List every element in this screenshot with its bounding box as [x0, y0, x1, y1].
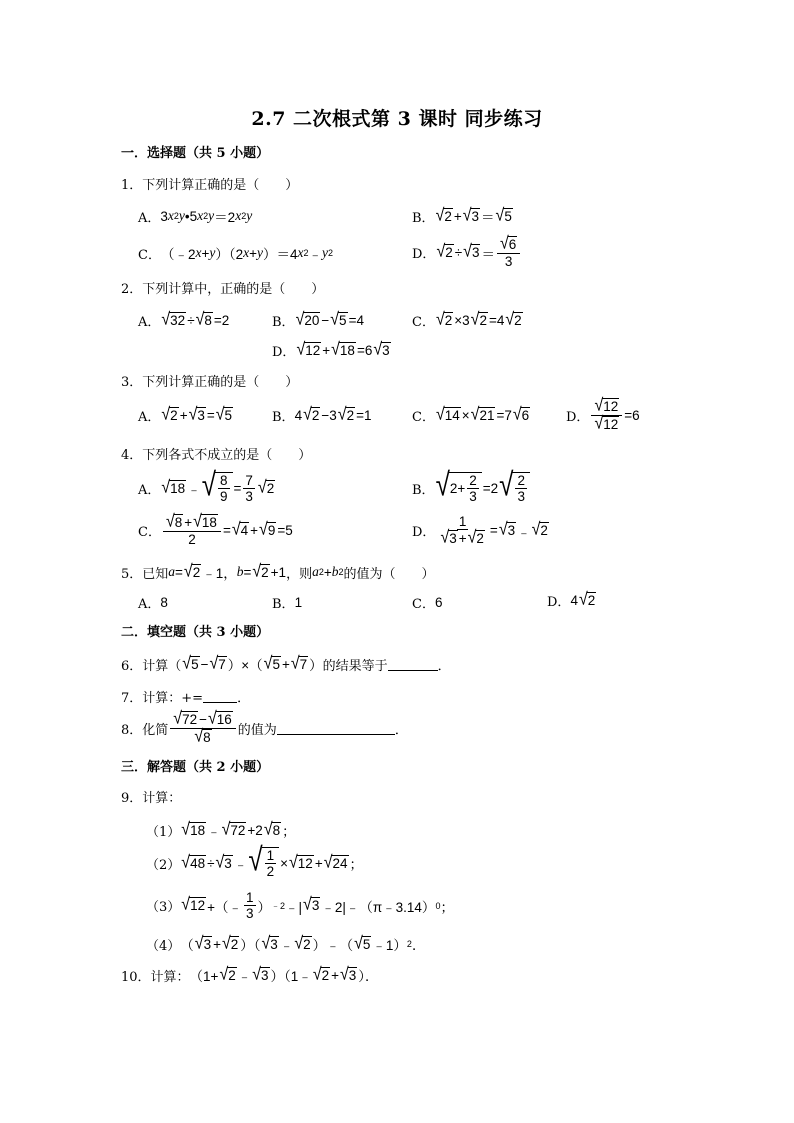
option-label: B．: [272, 315, 295, 330]
question-7: 7．计算：+= ．: [121, 691, 251, 706]
option-label: A．: [138, 315, 161, 330]
q2-option-b: B． √ 20 − √ 5 =4: [272, 310, 364, 330]
option-label: D．: [412, 247, 436, 262]
q5-option-b: B． 1: [272, 595, 303, 612]
option-label: D．: [566, 410, 590, 425]
q5-option-c: C． 6: [412, 595, 443, 612]
question-6: 6．计算（ √ 5 − √ 7 ）×（ √ 5 + √ 7 ） 的结果等于 ．: [121, 653, 451, 674]
answer-blank[interactable]: [277, 722, 395, 735]
question-9-stem: 9．计算：: [121, 791, 182, 806]
option-label: C．: [412, 315, 435, 330]
answer-blank[interactable]: [388, 658, 438, 671]
q9-part-4: （4） （ √ 3 + √ 2 ）（ √ 3 ﹣ √ 2 ）﹣（ √ 5 ﹣1） 2 ．: [146, 933, 426, 954]
page-title: 2.7 二次根式第 3 课时 同步练习: [251, 108, 543, 130]
question-3-stem: 3．下列计算正确的是（ ）: [121, 375, 299, 390]
question-5-stem: 5．已知 a = √ 2 ﹣1， b = √ 2 +1 ，则 a 2 + b 2 的值为（ ）: [121, 561, 435, 582]
question-4-stem: 4．下列各式不成立的是（ ）: [121, 448, 312, 463]
q2-option-a: A． √ 32 ÷ √ 8 =2: [138, 310, 230, 330]
section-heading-choice: 一．选择题（共 5 小题）: [121, 146, 270, 161]
q4-option-b: B． √ 2+ $\frac{2}{3}$ =2 √ $\frac{2}{3}$: [412, 472, 531, 504]
q1-option-d: D． √ 2 ÷ √ 3 ＝ √ 6 3: [412, 236, 522, 269]
option-label: B．: [272, 410, 295, 425]
option-label: D．: [412, 525, 436, 540]
question-10: 10．计算： （1+ √ 2 ﹣ √ 3 ）（1﹣ √ 2 + √ 3 ）．: [121, 964, 379, 985]
q3-option-b: B． 4 √ 2 −3 √ 2 =1: [272, 405, 372, 425]
option-label: C．: [138, 525, 161, 540]
option-label: B．: [412, 482, 435, 498]
q2-option-c: C． √ 2 ×3 √ 2 =4 √ 2: [412, 310, 522, 330]
q9-part-2: （2） √ 48 ÷ √ 3 ﹣ √ $\frac{1}{2}$ × √ 12 + √ 24 ；: [146, 840, 364, 879]
option-label: A．: [138, 210, 161, 226]
section-heading-fill: 二．填空题（共 3 小题）: [121, 625, 270, 640]
option-label: C．: [138, 247, 161, 263]
q2-option-d: D． √ 12 + √ 18 =6 √ 3: [272, 340, 390, 360]
q5-option-a: A． 8: [138, 595, 168, 612]
option-label: D．: [272, 345, 296, 360]
question-2-stem: 2．下列计算中，正确的是（ ）: [121, 282, 325, 297]
option-label: A．: [138, 482, 161, 498]
q5-option-d: D． 4 √ 2: [547, 590, 596, 610]
option-label: B．: [412, 210, 435, 226]
q9-part-3: （3） √ 12 +（﹣ $\frac{1}{3}$ ） ﹣2 ﹣| √ 3 ﹣2|﹣（π﹣3.14） 0 ；: [146, 890, 454, 921]
section-heading-solve: 三．解答题（共 2 小题）: [121, 760, 270, 775]
option-label: C．: [412, 410, 435, 425]
question-8: 8．化简 √ 72 − √ 16 √ 8 的值为 ．: [121, 709, 408, 746]
answer-blank[interactable]: [203, 690, 237, 703]
q1-option-c: C． （﹣2 x + y ）（2 x + y ）＝4 x 2 ﹣ y 2: [138, 245, 334, 263]
q4-option-d: D． 1 √ 3 + √ 2 = √ 3 ﹣ √ 2: [412, 514, 548, 547]
q1-option-a: A． 3 x 2 y •5 x 2 y ＝2 x 2 y: [138, 208, 253, 226]
q4-option-c: C． √ 8 + √ 18 2 = √ 4 + √ 9 =5: [138, 512, 293, 547]
q1-option-b: B． √ 2 + √ 3 ＝ √ 5: [412, 205, 512, 226]
question-1-stem: 1．下列计算正确的是（ ）: [121, 178, 299, 193]
q3-option-a: A． √ 2 + √ 3 = √ 5: [138, 405, 233, 425]
q9-part-1: （1） √ 18 ﹣ √ 72 +2 √ 8 ；: [146, 819, 296, 840]
q3-option-d: D． √ 12 √ 12 =6: [566, 396, 640, 433]
q4-option-a: A． √ 18 ﹣ √ $\frac{8}{9}$ = $\frac{7}{3}$ √ 2: [138, 465, 275, 504]
q3-option-c: C． √ 14 × √ 21 =7 √ 6: [412, 405, 530, 425]
option-label: A．: [138, 410, 161, 425]
